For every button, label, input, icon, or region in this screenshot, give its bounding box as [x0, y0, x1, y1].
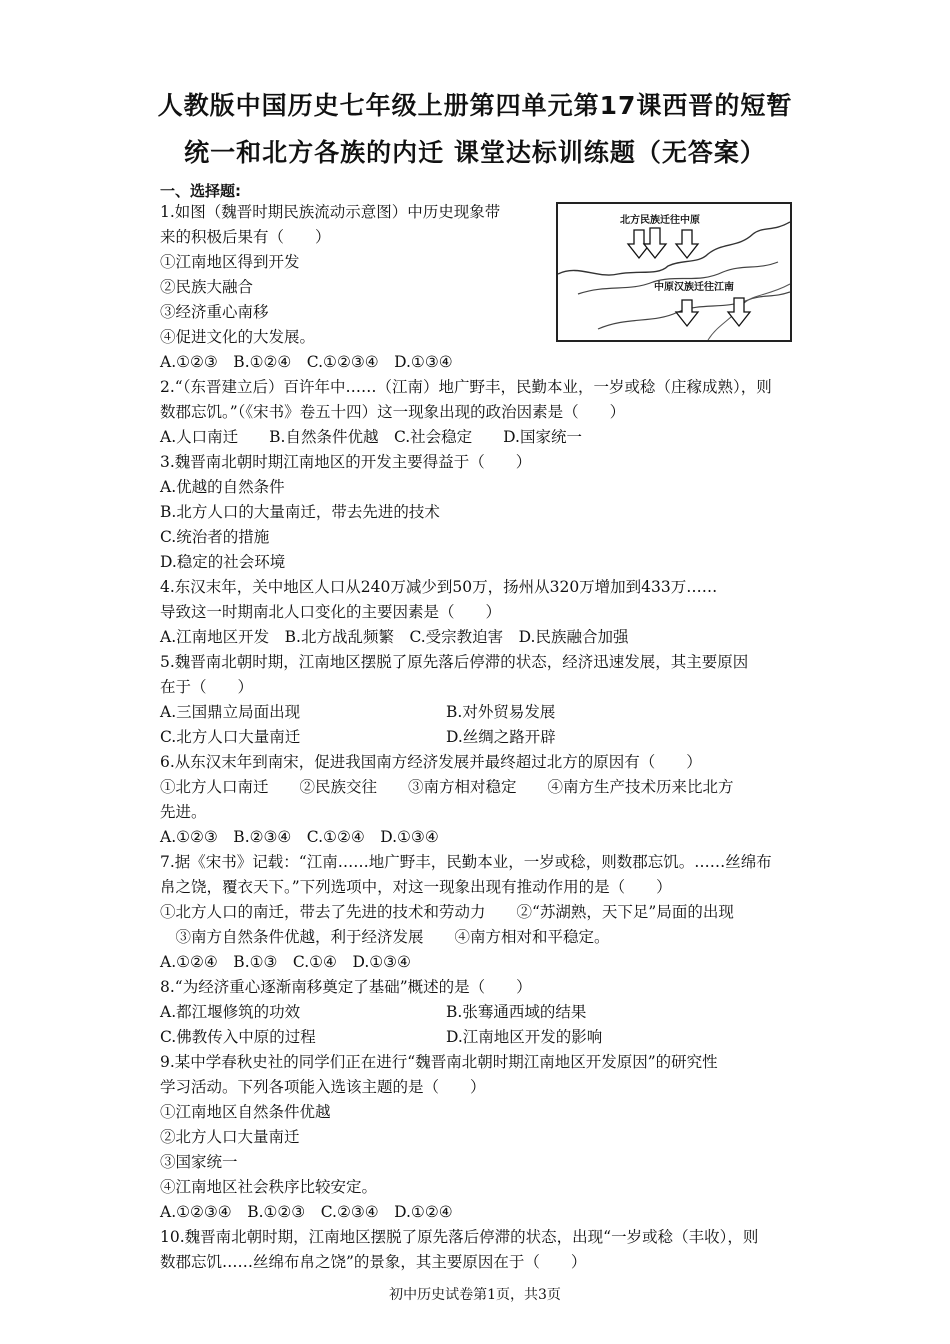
- text-line: 6.从东汉末年到南宋，促进我国南方经济发展并最终超过北方的原因有（ ）: [160, 753, 702, 771]
- text-line: ①江南地区得到开发: [160, 253, 300, 271]
- option-text: C.北方人口大量南迁: [160, 728, 301, 746]
- text-line: ③南方自然条件优越，利于经济发展 ④南方相对和平稳定。: [160, 928, 610, 946]
- text-line: A.江南地区开发 B.北方战乱频繁 C.受宗教迫害 D.民族融合加强: [160, 628, 629, 646]
- text-line: 3.魏晋南北朝时期江南地区的开发主要得益于（ ）: [160, 453, 532, 471]
- option-text: D.丝绸之路开辟: [446, 728, 556, 746]
- option-row: [160, 1025, 800, 1050]
- text-line: ④江南地区社会秩序比较安定。: [160, 1178, 378, 1196]
- text-line: D.稳定的社会环境: [160, 553, 286, 571]
- text-line: 先进。: [160, 803, 207, 821]
- arrow-south-2: [728, 298, 750, 326]
- arrow-north-2: [644, 228, 666, 258]
- text-line: ④促进文化的大发展。: [160, 328, 316, 346]
- text-line: 数郡忘饥……丝绵布帛之饶”的景象，其主要原因在于（ ）: [160, 1253, 587, 1271]
- text-line: 来的积极后果有（ ）: [160, 228, 331, 246]
- page-footer: 初中历史试卷第1页，共3页: [389, 1287, 561, 1303]
- arrow-south-1: [676, 300, 698, 326]
- text-line: 学习活动。下列各项能入选该主题的是（ ）: [160, 1078, 486, 1096]
- text-line: ③国家统一: [160, 1153, 238, 1171]
- text-line: 导致这一时期南北人口变化的主要因素是（ ）: [160, 603, 502, 621]
- option-row: [160, 725, 800, 750]
- page-title-line-2: 统一和北方各族的内迁 课堂达标训练题（无答案）: [184, 138, 766, 167]
- option-text: B.对外贸易发展: [446, 703, 556, 721]
- option-text: C.佛教传入中原的过程: [160, 1028, 316, 1046]
- text-line: 2.“（东晋建立后）百许年中……（江南）地广野丰，民勤本业，一岁或稔（庄稼成熟），则: [160, 378, 772, 396]
- text-line: 帛之饶，覆衣天下。”下列选项中，对这一现象出现有推动作用的是（ ）: [160, 878, 672, 896]
- text-line: 10.魏晋南北朝时期，江南地区摆脱了原先落后停滞的状态，出现“一岁或稔（丰收），则: [160, 1228, 759, 1246]
- text-line: 4.东汉末年，关中地区人口从240万减少到50万，扬州从320万增加到433万……: [160, 578, 718, 596]
- map-label-top: 北方民族迁往中原: [620, 215, 700, 226]
- text-line: 在于（ ）: [160, 678, 254, 696]
- map-label-bottom: 中原汉族迁往江南: [654, 282, 734, 293]
- option-row: [160, 1000, 800, 1025]
- text-line: ①江南地区自然条件优越: [160, 1103, 331, 1121]
- text-line: ①北方人口的南迁，带去了先进的技术和劳动力 ②“苏湖熟，天下足”局面的出现: [160, 903, 734, 921]
- migration-map-figure: [556, 202, 792, 342]
- text-line: A.①②④ B.①③ C.①④ D.①③④: [160, 953, 411, 971]
- text-line: ②民族大融合: [160, 278, 254, 296]
- text-line: 数郡忘饥。”（《宋书》卷五十四）这一现象出现的政治因素是（ ）: [160, 403, 626, 421]
- text-line: C.统治者的措施: [160, 528, 270, 546]
- option-text: D.江南地区开发的影响: [446, 1028, 603, 1046]
- option-text: A.都江堰修筑的功效: [160, 1003, 301, 1021]
- text-line: A.①②③ B.②③④ C.①②④ D.①③④: [160, 828, 439, 846]
- text-line: A.①②③④ B.①②③ C.②③④ D.①②④: [160, 1203, 453, 1221]
- text-line: 1.如图（魏晋时期民族流动示意图）中历史现象带: [160, 203, 501, 221]
- map-river-yangtze: [598, 292, 790, 329]
- text-line: A.①②③ B.①②④ C.①②③④ D.①③④: [160, 353, 453, 371]
- text-line: B.北方人口的大量南迁，带去先进的技术: [160, 503, 440, 521]
- option-text: A.三国鼎立局面出现: [160, 703, 301, 721]
- text-line: 7.据《宋书》记载：“江南……地广野丰，民勤本业，一岁或稔，则数郡忘饥。……丝绵布: [160, 853, 772, 871]
- arrow-north-3: [676, 230, 698, 258]
- text-line: 9.某中学春秋史社的同学们正在进行“魏晋南北朝时期江南地区开发原因”的研究性: [160, 1053, 718, 1071]
- text-line: ③经济重心南移: [160, 303, 269, 321]
- text-line: ①北方人口南迁 ②民族交往 ③南方相对稳定 ④南方生产技术历来比北方: [160, 778, 734, 796]
- text-line: 8.“为经济重心逐渐南移奠定了基础”概述的是（ ）: [160, 978, 532, 996]
- text-line: ②北方人口大量南迁: [160, 1128, 300, 1146]
- option-text: B.张骞通西域的结果: [446, 1003, 587, 1021]
- migration-map-svg: [558, 204, 790, 340]
- question-list: [160, 200, 800, 1275]
- section-heading: 一、选择题:: [160, 182, 241, 200]
- text-line: 5.魏晋南北朝时期，江南地区摆脱了原先落后停滞的状态，经济迅速发展，其主要原因: [160, 653, 749, 671]
- text-line: A.人口南迁 B.自然条件优越 C.社会稳定 D.国家统一: [160, 428, 582, 446]
- text-line: A.优越的自然条件: [160, 478, 285, 496]
- option-row: [160, 700, 800, 725]
- page-title-line-1: 人教版中国历史七年级上册第四单元第17课西晋的短暂: [157, 91, 793, 120]
